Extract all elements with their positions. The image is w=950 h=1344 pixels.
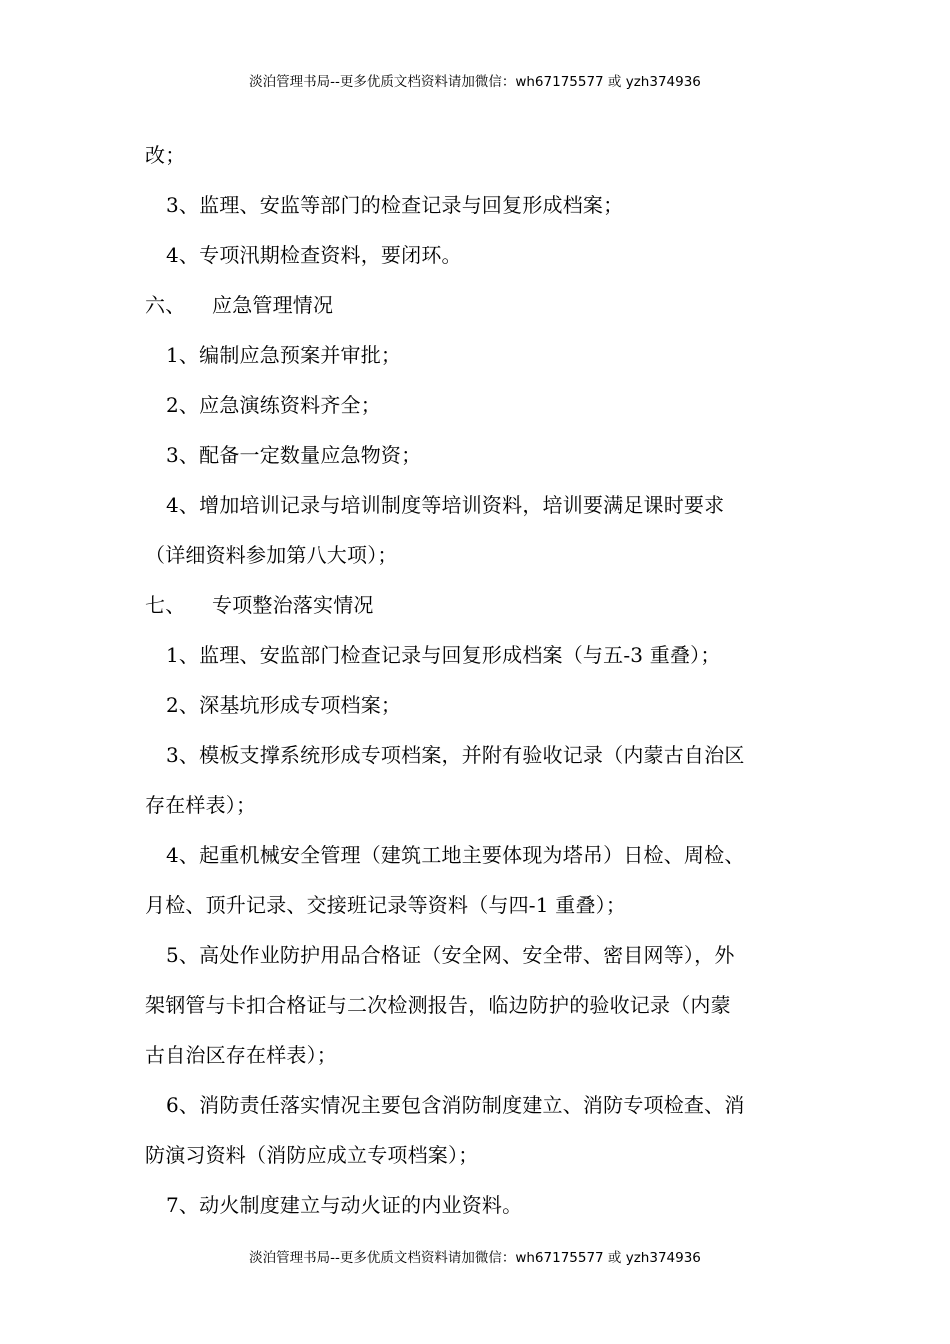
section-title: 专项整治落实情况: [212, 593, 374, 617]
body-line: 1、监理、安监部门检查记录与回复形成档案（与五-3 重叠）；: [166, 643, 721, 667]
body-line: 2、应急演练资料齐全；: [166, 393, 381, 417]
body-line: 3、模板支撑系统形成专项档案，并附有验收记录（内蒙古自治区: [166, 743, 745, 767]
body-line: 存在样表）；: [145, 793, 257, 817]
body-line: 5、高处作业防护用品合格证（安全网、安全带、密目网等），外: [166, 943, 735, 967]
page-footer: 淡泊管理书局--更多优质文档资料请加微信：wh67175577 或 yzh374936: [249, 1250, 701, 1266]
body-line: 6、消防责任落实情况主要包含消防制度建立、消防专项检查、消: [166, 1093, 745, 1117]
document-body: [145, 130, 810, 1230]
body-line: 4、专项汛期检查资料，要闭环。: [166, 243, 462, 267]
section-title: 应急管理情况: [212, 293, 334, 317]
section-number: 七、: [145, 593, 186, 617]
body-line: （详细资料参加第八大项）；: [145, 543, 398, 567]
body-line: 改；: [145, 143, 186, 167]
body-line: 4、起重机械安全管理（建筑工地主要体现为塔吊）日检、周检、: [166, 843, 745, 867]
body-line: 1、编制应急预案并审批；: [166, 343, 402, 367]
body-line: 架钢管与卡扣合格证与二次检测报告，临边防护的验收记录（内蒙: [145, 993, 731, 1017]
body-line: 3、监理、安监等部门的检查记录与回复形成档案；: [166, 193, 624, 217]
page-header: 淡泊管理书局--更多优质文档资料请加微信：wh67175577 或 yzh374936: [249, 74, 701, 90]
section-heading: [145, 280, 810, 330]
body-line: 2、深基坑形成专项档案；: [166, 693, 402, 717]
section-heading: [145, 580, 810, 630]
body-line: 4、增加培训记录与培训制度等培训资料，培训要满足课时要求: [166, 493, 725, 517]
body-line: 7、动火制度建立与动火证的内业资料。: [166, 1193, 523, 1217]
body-line: 月检、顶升记录、交接班记录等资料（与四-1 重叠）；: [145, 893, 627, 917]
body-line: 3、配备一定数量应急物资；: [166, 443, 422, 467]
body-line: 古自治区存在样表）；: [145, 1043, 337, 1067]
body-line: 防演习资料（消防应成立专项档案）；: [145, 1143, 479, 1167]
section-number: 六、: [145, 293, 186, 317]
